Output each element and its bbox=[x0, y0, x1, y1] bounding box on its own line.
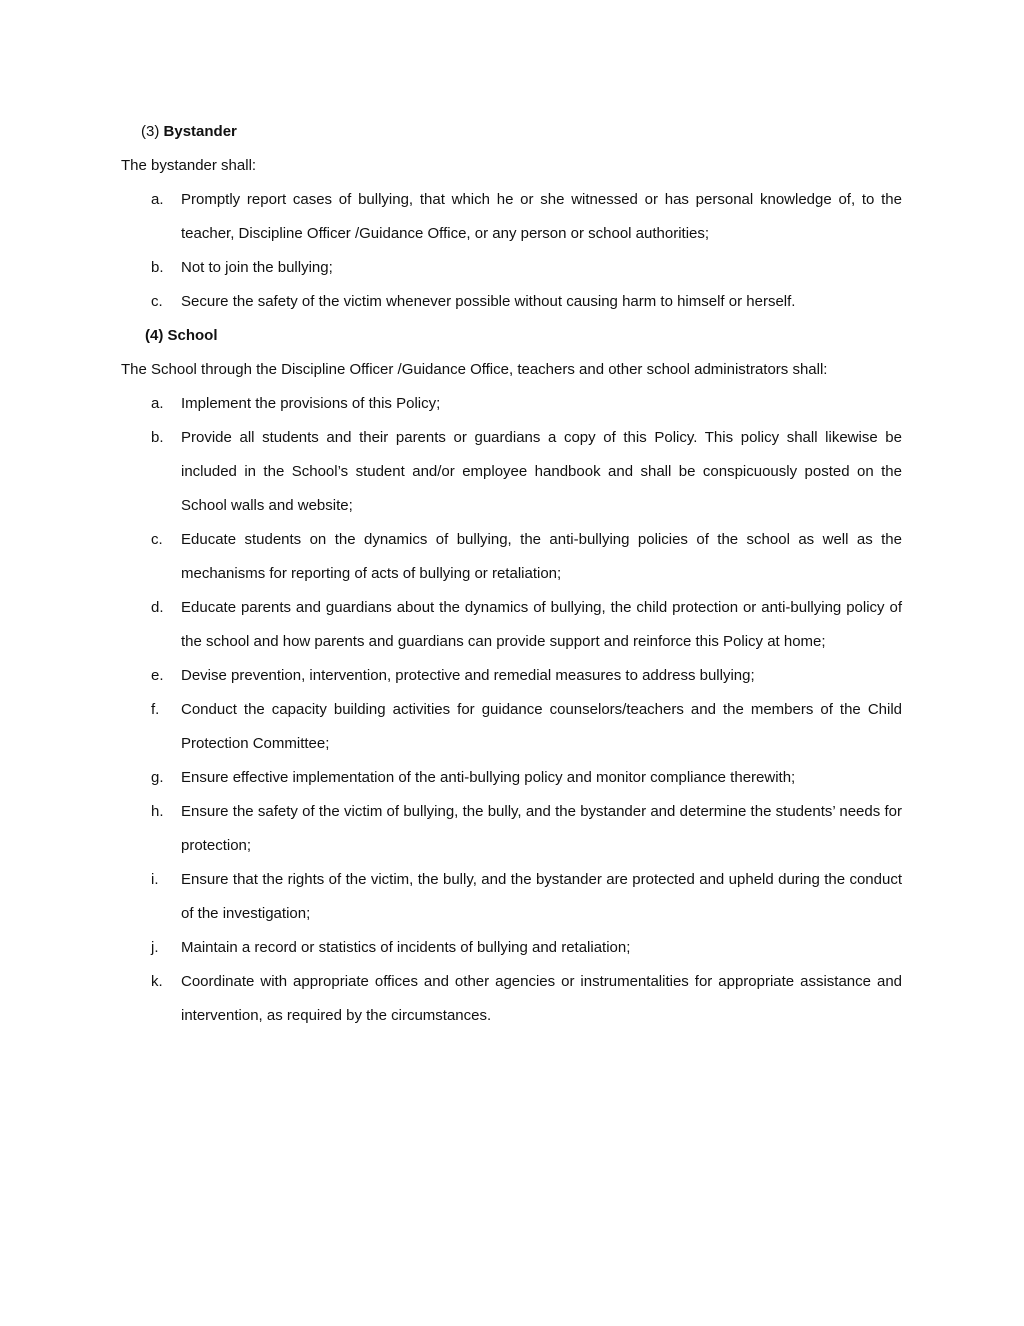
list-item bbox=[121, 693, 902, 761]
list-item-text: Conduct the capacity building activities for guidance counselors/teachers and the members of the Child Protection Committee; bbox=[181, 701, 902, 752]
list-item bbox=[121, 761, 902, 795]
list-marker: i. bbox=[151, 871, 159, 888]
list-item bbox=[121, 523, 902, 591]
list-item bbox=[121, 659, 902, 693]
list-marker: f. bbox=[151, 701, 160, 718]
list-item bbox=[121, 183, 902, 251]
list-item bbox=[121, 965, 902, 1033]
list-item-text: Implement the provisions of this Policy; bbox=[181, 395, 441, 412]
list-item-text: Not to join the bullying; bbox=[181, 259, 333, 276]
section-3-heading bbox=[121, 115, 902, 149]
list-marker: e. bbox=[151, 667, 164, 684]
list-item-text: Educate parents and guardians about the dynamics of bullying, the child protection or anti-bullying policy of the school and how parents and guardians can provide support and reinforce this Policy at home; bbox=[181, 599, 902, 650]
list-item-text: Maintain a record or statistics of incidents of bullying and retaliation; bbox=[181, 939, 631, 956]
list-marker: h. bbox=[151, 803, 164, 820]
list-marker: d. bbox=[151, 599, 164, 616]
list-item bbox=[121, 387, 902, 421]
list-item-text: Secure the safety of the victim whenever possible without causing harm to himself or herself. bbox=[181, 293, 796, 310]
section-4-heading: (4) School bbox=[145, 327, 218, 344]
list-item-text: Ensure the safety of the victim of bullying, the bully, and the bystander and determine the students’ needs for protection; bbox=[181, 803, 902, 854]
list-item bbox=[121, 591, 902, 659]
section-4-list bbox=[121, 387, 902, 1033]
list-item bbox=[121, 251, 902, 285]
section-3-list bbox=[121, 183, 902, 319]
section-3-intro: The bystander shall: bbox=[121, 157, 257, 174]
list-item bbox=[121, 795, 902, 863]
document-page bbox=[121, 115, 902, 1033]
list-marker: k. bbox=[151, 973, 163, 990]
list-item-text: Devise prevention, intervention, protective and remedial measures to address bullying; bbox=[181, 667, 755, 684]
list-marker: a. bbox=[151, 395, 164, 412]
list-marker: j. bbox=[151, 939, 159, 956]
list-item bbox=[121, 285, 902, 319]
list-item bbox=[121, 421, 902, 523]
list-item bbox=[121, 863, 902, 931]
list-item-text: Ensure that the rights of the victim, the bully, and the bystander are protected and upheld during the conduct of the investigation; bbox=[181, 871, 902, 922]
list-item bbox=[121, 931, 902, 965]
list-marker: a. bbox=[151, 191, 164, 208]
list-item-text: Provide all students and their parents or guardians a copy of this Policy. This policy shall likewise be included in the School’s student and/or employee handbook and shall be conspicuously posted on the School walls and website; bbox=[181, 429, 902, 514]
list-marker: b. bbox=[151, 429, 164, 446]
list-marker: b. bbox=[151, 259, 164, 276]
list-marker: c. bbox=[151, 293, 163, 310]
list-item-text: Educate students on the dynamics of bullying, the anti-bullying policies of the school as well as the mechanisms for reporting of acts of bullying or retaliation; bbox=[181, 531, 902, 582]
list-item-text: Coordinate with appropriate offices and other agencies or instrumentalities for appropriate assistance and intervention, as required by the circumstances. bbox=[181, 973, 902, 1024]
section-4-intro: The School through the Discipline Officer /Guidance Office, teachers and other school administrators shall: bbox=[121, 361, 828, 378]
section-3-title: Bystander bbox=[163, 123, 237, 140]
list-item-text: Promptly report cases of bullying, that which he or she witnessed or has personal knowledge of, to the teacher, Discipline Officer /Guidance Office, or any person or school authorities; bbox=[181, 191, 902, 242]
list-marker: g. bbox=[151, 769, 164, 786]
list-marker: c. bbox=[151, 531, 163, 548]
section-3-number: (3) bbox=[141, 123, 160, 140]
list-item-text: Ensure effective implementation of the anti-bullying policy and monitor compliance therewith; bbox=[181, 769, 796, 786]
